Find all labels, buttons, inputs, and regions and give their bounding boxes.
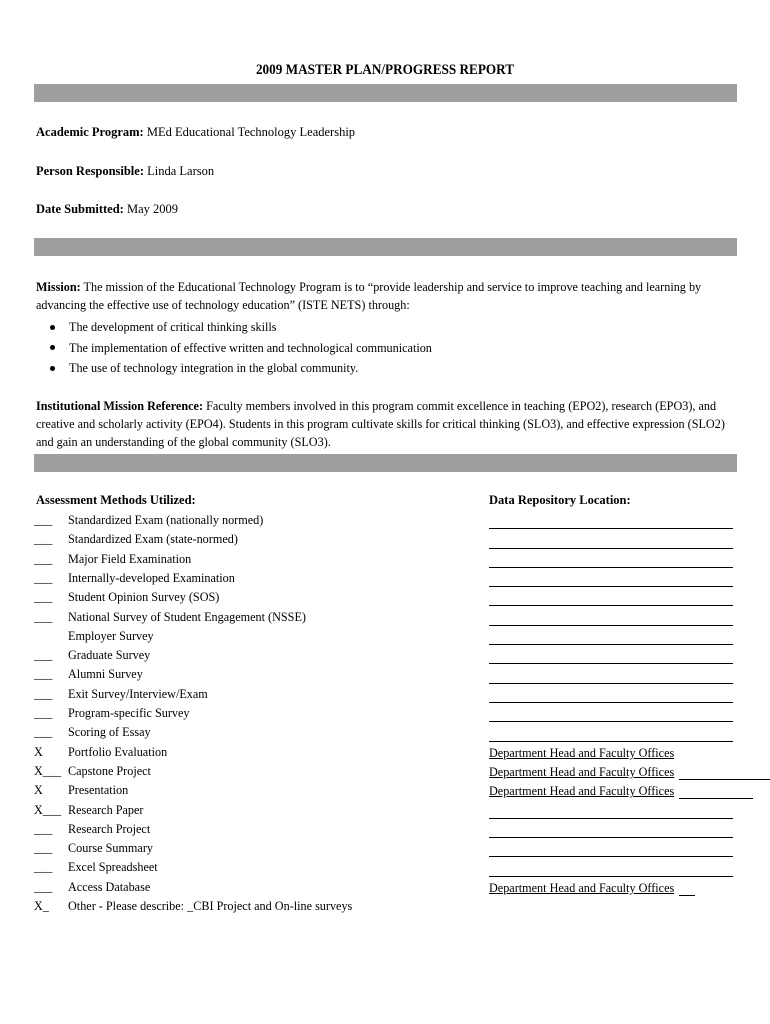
institutional-label: Institutional Mission Reference: <box>36 399 204 413</box>
repository-blank-line <box>489 683 733 684</box>
assessment-heading: Assessment Methods Utilized: <box>36 493 196 507</box>
repository-blank-line <box>489 528 733 529</box>
repository-blank-line <box>489 741 733 742</box>
assessment-method-label: Alumni Survey <box>68 667 143 682</box>
repository-heading: Data Repository Location: <box>489 493 631 507</box>
assessment-row <box>34 841 153 860</box>
repository-location-text: Department Head and Faculty Offices <box>489 745 675 760</box>
assessment-method-label: Presentation <box>68 783 129 798</box>
assessment-row <box>34 899 352 918</box>
assessment-method-label: Graduate Survey <box>68 648 151 663</box>
person-responsible-value: Linda Larson <box>147 164 215 178</box>
repository-field[interactable] <box>489 841 733 860</box>
repository-field[interactable] <box>489 803 733 822</box>
assessment-row <box>34 803 143 822</box>
assessment-row <box>34 571 235 590</box>
assessment-method-label: Standardized Exam (state-normed) <box>68 532 238 547</box>
repository-blank-line <box>489 548 733 549</box>
repository-field[interactable] <box>489 513 733 532</box>
repository-blank-line <box>489 644 733 645</box>
assessment-mark[interactable]: ___ <box>34 879 53 894</box>
repository-field[interactable] <box>489 532 733 551</box>
bullet-icon <box>50 325 55 330</box>
assessment-method-label: Major Field Examination <box>68 551 192 566</box>
repository-location-text: Department Head and Faculty Offices <box>489 784 675 799</box>
assessment-row <box>34 667 143 686</box>
assessment-mark[interactable]: ___ <box>34 609 53 624</box>
mission-bullet-list <box>50 317 432 379</box>
mission-text: The mission of the Educational Technology Program is to “provide leadership and service to improve teaching and learning by advancing the effective use of technology education” (ISTE NETS) through: <box>36 280 702 312</box>
assessment-row <box>34 552 191 571</box>
assessment-row <box>34 513 263 532</box>
repository-blank-line <box>489 876 733 877</box>
assessment-row <box>34 764 151 783</box>
mission-bullet: The development of critical thinking skills <box>50 317 432 338</box>
repository-blank-line <box>489 625 733 626</box>
repository-field[interactable] <box>489 552 733 571</box>
repository-field[interactable] <box>489 764 733 783</box>
assessment-row <box>34 860 158 879</box>
assessment-mark[interactable]: ___ <box>34 570 53 585</box>
repository-field[interactable] <box>489 745 733 764</box>
repository-field[interactable] <box>489 667 733 686</box>
repository-tail-line <box>679 786 753 799</box>
assessment-method-label: Student Opinion Survey (SOS) <box>68 590 220 605</box>
assessment-method-label: Scoring of Essay <box>68 725 151 740</box>
assessment-row <box>34 629 154 648</box>
assessment-method-label: Standardized Exam (nationally normed) <box>68 513 264 527</box>
assessment-row <box>34 648 150 667</box>
repository-blank-line <box>489 856 733 857</box>
repository-blank-line <box>489 663 733 664</box>
repository-field[interactable] <box>489 880 733 899</box>
assessment-mark[interactable]: ___ <box>34 551 53 566</box>
assessment-mark[interactable]: ___ <box>34 706 53 720</box>
repository-field[interactable] <box>489 860 733 879</box>
mission-bullet: The use of technology integration in the global community. <box>50 358 432 379</box>
assessment-row <box>34 783 128 802</box>
assessment-mark[interactable]: ___ <box>34 648 53 663</box>
assessment-row <box>34 745 167 764</box>
repository-field[interactable] <box>489 687 733 706</box>
assessment-mark[interactable]: ___ <box>34 667 53 682</box>
assessment-row <box>34 610 306 629</box>
date-submitted-value: May 2009 <box>126 202 179 216</box>
repository-field[interactable] <box>489 648 733 667</box>
academic-program-label: Academic Program: <box>36 125 144 139</box>
academic-program-value: MEd Educational Technology Leadership <box>146 125 356 139</box>
person-responsible-label: Person Responsible: <box>36 164 144 178</box>
assessment-method-label: Excel Spreadsheet <box>68 860 158 875</box>
date-submitted-field <box>36 202 178 217</box>
assessment-mark[interactable]: ___ <box>34 686 53 701</box>
repository-tail-line <box>679 883 695 896</box>
assessment-method-label: Access Database <box>68 879 151 894</box>
assessment-mark[interactable]: X___ <box>34 802 62 817</box>
repository-field[interactable] <box>489 590 733 609</box>
repository-tail-line <box>679 767 770 780</box>
repository-field[interactable] <box>489 610 733 629</box>
repository-blank-line <box>489 586 733 587</box>
institutional-text: Faculty members involved in this program commit excellence in teaching (EPO2), research (EPO3), and creative and scholarly activity (EPO4). Students in this program cultivate skills for critical thinking (SLO3), and effective expression (SLO2) and gain an understanding of the global community (SLO3). <box>36 399 725 449</box>
page-title: 2009 MASTER PLAN/PROGRESS REPORT <box>255 62 515 78</box>
mission-bullet: The implementation of effective written and technological communication <box>50 338 432 359</box>
bullet-icon <box>50 366 55 371</box>
assessment-row <box>34 880 150 899</box>
assessment-row <box>34 706 190 725</box>
assessment-row <box>34 590 219 609</box>
repository-field[interactable] <box>489 725 733 744</box>
assessment-method-label: Portfolio Evaluation <box>68 744 168 759</box>
assessment-mark[interactable]: ___ <box>34 513 53 527</box>
person-responsible-field <box>36 164 214 179</box>
academic-program-field <box>36 125 355 140</box>
repository-blank-line <box>489 721 733 722</box>
repository-location-text: Department Head and Faculty Offices <box>489 880 675 895</box>
assessment-row <box>34 725 151 744</box>
assessment-method-label: Program-specific Survey <box>68 706 190 720</box>
bullet-icon <box>50 345 55 350</box>
assessment-mark[interactable]: ___ <box>34 841 53 856</box>
date-submitted-label: Date Submitted: <box>36 202 124 216</box>
repository-field[interactable] <box>489 629 733 648</box>
repository-location-text: Department Head and Faculty Offices <box>489 765 675 780</box>
assessment-method-label: Research Paper <box>68 802 144 817</box>
assessment-method-label: Internally-developed Examination <box>68 570 235 585</box>
assessment-row <box>34 687 208 706</box>
assessment-mark[interactable]: X___ <box>34 763 62 778</box>
assessment-mark[interactable]: X <box>34 783 43 798</box>
mission-paragraph <box>36 278 736 314</box>
assessment-method-label: Capstone Project <box>68 763 151 778</box>
assessment-method-label: National Survey of Student Engagement (NSSE) <box>68 609 306 624</box>
assessment-mark[interactable]: X_ <box>34 899 49 913</box>
repository-field[interactable] <box>489 822 733 841</box>
assessment-row <box>34 532 238 551</box>
assessment-method-label: Research Project <box>68 821 151 836</box>
repository-field[interactable] <box>489 571 733 590</box>
assessment-mark[interactable]: ___ <box>34 725 53 740</box>
assessment-mark[interactable]: ___ <box>34 590 53 605</box>
assessment-mark[interactable]: ___ <box>34 532 53 547</box>
assessment-mark[interactable]: X <box>34 744 43 759</box>
repository-blank-line <box>489 818 733 819</box>
section-divider-3 <box>34 454 737 472</box>
assessment-mark[interactable]: ___ <box>34 821 53 836</box>
repository-field[interactable] <box>489 706 733 725</box>
assessment-method-label: Employer Survey <box>68 628 154 643</box>
repository-blank-line <box>489 702 733 703</box>
assessment-method-label: Other - Please describe: _CBI Project and On-line surveys <box>68 899 353 913</box>
repository-blank-line <box>489 567 733 568</box>
assessment-row <box>34 822 150 841</box>
assessment-mark[interactable]: ___ <box>34 860 53 875</box>
repository-field[interactable] <box>489 783 733 802</box>
repository-blank-line <box>489 605 733 606</box>
institutional-paragraph <box>36 397 736 451</box>
section-divider-2 <box>34 238 737 256</box>
mission-label: Mission: <box>36 280 81 294</box>
assessment-method-label: Course Summary <box>68 841 153 856</box>
section-divider-1 <box>34 84 737 102</box>
assessment-method-label: Exit Survey/Interview/Exam <box>68 686 208 701</box>
repository-blank-line <box>489 837 733 838</box>
